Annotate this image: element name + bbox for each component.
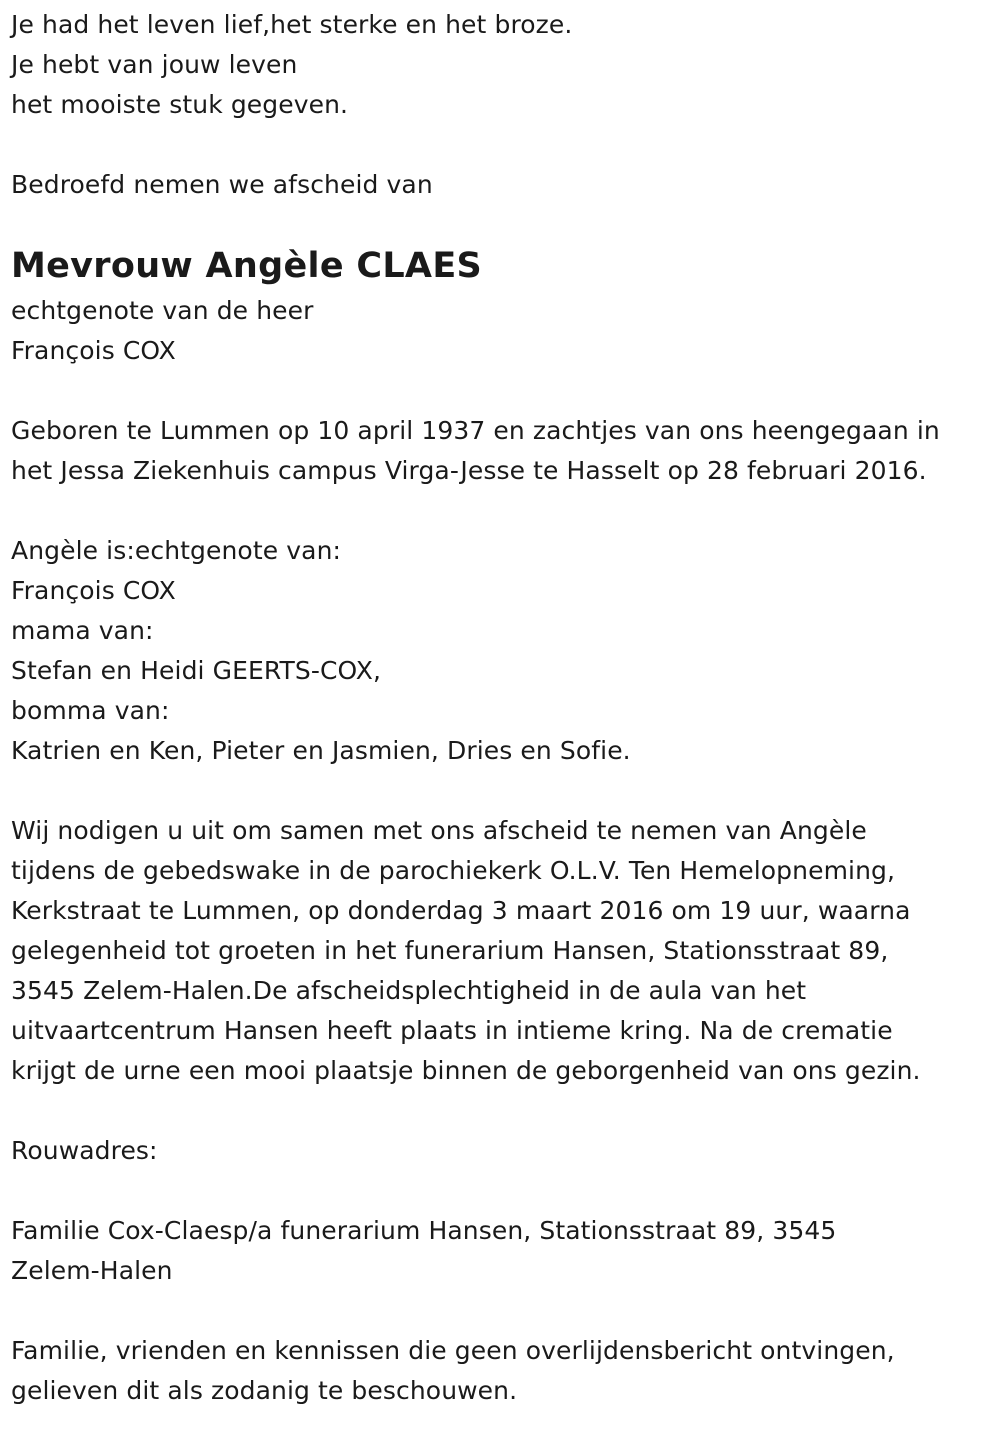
paragraph-line: 3545 Zelem-Halen.De afscheidsplechtigheid in de aula van het <box>11 976 807 1005</box>
paragraph-line: gelieven dit als zodanig te beschouwen. <box>11 1376 518 1405</box>
poem-line: het mooiste stuk gegeven. <box>11 90 349 119</box>
birth-death-paragraph <box>11 411 996 491</box>
closing-paragraph <box>11 1331 996 1411</box>
family-line: François COX <box>11 576 176 605</box>
paragraph-line: Kerkstraat te Lummen, op donderdag 3 maart 2016 om 19 uur, waarna <box>11 896 911 925</box>
paragraph-line: uitvaartcentrum Hansen heeft plaats in intieme kring. Na de crematie <box>11 1016 893 1045</box>
family-list <box>11 531 996 771</box>
family-line: Katrien en Ken, Pieter en Jasmien, Dries en Sofie. <box>11 736 631 765</box>
paragraph-line: Wij nodigen u uit om samen met ons afscheid te nemen van Angèle <box>11 816 867 845</box>
poem <box>11 5 996 125</box>
paragraph-line: tijdens de gebedswake in de parochiekerk O.L.V. Ten Hemelopneming, <box>11 856 896 885</box>
paragraph-line: krijgt de urne een mooi plaatsje binnen de geborgenheid van ons gezin. <box>11 1056 921 1085</box>
address-label: Rouwadres: <box>11 1136 158 1165</box>
mourning-address <box>11 1211 996 1291</box>
obituary-notice <box>11 5 996 1411</box>
paragraph-line: Geboren te Lummen op 10 april 1937 en zachtjes van ons heengegaan in <box>11 416 940 445</box>
poem-line: Je had het leven lief,het sterke en het broze. <box>11 10 573 39</box>
address-line: Zelem-Halen <box>11 1256 173 1285</box>
paragraph-line: Familie, vrienden en kennissen die geen overlijdensbericht ontvingen, <box>11 1336 895 1365</box>
family-line: mama van: <box>11 616 154 645</box>
address-line: Familie Cox-Claesp/a funerarium Hansen, Stationsstraat 89, 3545 <box>11 1216 837 1245</box>
paragraph-line: het Jessa Ziekenhuis campus Virga-Jesse te Hasselt op 28 februari 2016. <box>11 456 927 485</box>
spouse-line: François COX <box>11 336 176 365</box>
ceremony-paragraph <box>11 811 996 1091</box>
family-line: Angèle is:echtgenote van: <box>11 536 342 565</box>
deceased-name: Mevrouw Angèle CLAES <box>11 246 483 286</box>
spouse-info <box>11 291 996 371</box>
paragraph-line: gelegenheid tot groeten in het funerarium Hansen, Stationsstraat 89, <box>11 936 889 965</box>
poem-line: Je hebt van jouw leven <box>11 50 298 79</box>
intro-text: Bedroefd nemen we afscheid van <box>11 170 433 199</box>
spouse-line: echtgenote van de heer <box>11 296 314 325</box>
family-line: bomma van: <box>11 696 170 725</box>
family-line: Stefan en Heidi GEERTS-COX, <box>11 656 382 685</box>
